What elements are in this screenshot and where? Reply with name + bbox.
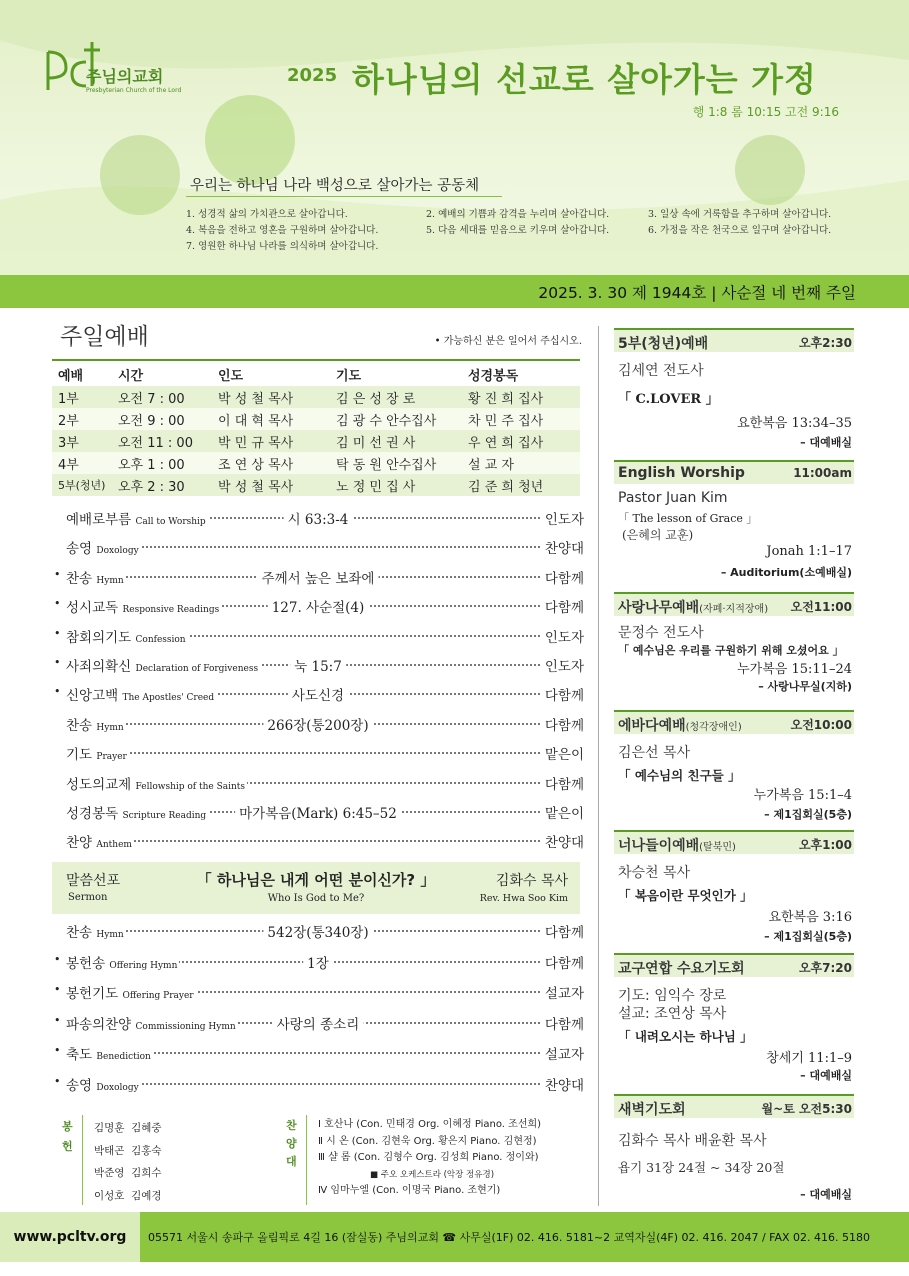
table-cell: 노 정 민 집 사 (336, 479, 416, 495)
wednesday-prayer (614, 953, 854, 1083)
theme-verses: 행 1:8 롬 10:15 고전 9:16 (692, 105, 839, 119)
choir-item: Ⅲ 샬 롬 (Con. 김형수 Org. 김성희 Piano. 정이와) (318, 1152, 539, 1163)
order-name-en: Hymn (96, 575, 124, 586)
date-bar (0, 275, 909, 308)
service-header (614, 953, 854, 977)
table-cell: 김 은 성 장 로 (336, 391, 416, 407)
choir-label-char: 찬 (286, 1119, 297, 1132)
order-name-ko: 성도의교제 (66, 776, 132, 793)
order-content: 1장 (303, 952, 333, 972)
name: 김홍숙 (131, 1144, 162, 1157)
service-leader: Pastor Juan Kim (618, 490, 728, 506)
worship-schedule-table (52, 362, 580, 496)
order-item (52, 537, 584, 559)
order-content: 사도신경 (288, 684, 348, 704)
order-responsible: 다함께 (542, 714, 584, 734)
table-cell: 김 미 선 권 사 (336, 435, 416, 451)
motto-underline (186, 196, 502, 197)
table-cell: 오전 7 : 00 (118, 391, 185, 407)
col-header: 인도 (218, 368, 244, 384)
order-name-ko: 찬송 (66, 925, 93, 941)
name: 이성호 (94, 1189, 125, 1202)
order-content: 마가복음(Mark) 6:45–52 (235, 802, 401, 822)
stand-bullet: • (54, 626, 61, 640)
name: 박준영 (94, 1167, 125, 1179)
order-item (52, 596, 584, 618)
table-row (52, 452, 580, 474)
order-name-ko: 사죄의확신 (66, 659, 132, 675)
order-name (66, 743, 129, 763)
prayer-leader: 기도: 임익수 장로 (618, 988, 727, 1004)
service-leader: 김은선 목사 (618, 745, 691, 761)
order-responsible: 다함께 (542, 921, 584, 941)
order-name (66, 952, 179, 972)
table-row (52, 386, 580, 408)
english-service (614, 460, 854, 590)
service-leader: 김세연 전도사 (618, 363, 704, 379)
order-responsible: 맡은이 (542, 802, 584, 822)
order-name-ko: 축도 (66, 1047, 93, 1063)
vision-item: 2. 예배의 기쁨과 감격을 누리며 살아갑니다. (426, 209, 610, 220)
order-name-ko: 봉헌기도 (66, 986, 119, 1002)
order-name-ko: 성시교독 (66, 600, 119, 617)
order-name-en: Fellowship of the Saints (135, 781, 246, 792)
choir-item: ■ 주오 오케스트라 (악장 정유경) (370, 1169, 495, 1180)
order-name-en: Benediction (96, 1052, 151, 1062)
leader-dots (66, 752, 584, 754)
order-item (52, 952, 584, 974)
order-responsible: 설교자 (542, 1043, 584, 1063)
order-item (52, 508, 584, 530)
stand-bullet: • (54, 952, 61, 966)
service-header (614, 328, 854, 352)
vision-item: 3. 일상 속에 거룩함을 추구하며 살아갑니다. (648, 209, 832, 220)
dawn-reading: 욥기 31장 24절 ~ 34장 20절 (618, 1160, 785, 1175)
table-cell: 설 교 자 (468, 457, 514, 473)
service-sermon-ko: (은혜의 교훈) (622, 528, 694, 542)
order-name (66, 567, 126, 587)
service-ref: Jonah 1:1–17 (766, 544, 852, 559)
order-name-ko: 참회의기도 (66, 629, 132, 646)
standing-note: • 가능하신 분은 일어서 주십시오. (434, 336, 582, 347)
table-cell: 박 민 규 목사 (218, 435, 294, 451)
order-name-en: Offering Prayer (122, 991, 194, 1001)
service-sermon: 「 예수님의 친구들 」 (618, 768, 741, 783)
order-content: 눅 15:7 (290, 655, 346, 675)
order-content: 시 63:3-4 (284, 508, 353, 528)
website-link[interactable]: www.pcltv.org (0, 1212, 140, 1262)
order-responsible: 인도자 (542, 655, 584, 675)
order-item (52, 567, 584, 589)
service-title: English Worship (618, 465, 745, 481)
order-name (66, 1043, 153, 1063)
theme-year: 2025 (287, 65, 338, 86)
stand-bullet: • (54, 597, 61, 611)
service-location: – 대예배실 (800, 436, 852, 449)
service-ref: 창세기 11:1–9 (766, 1051, 852, 1066)
table-cell: 오후 2 : 30 (118, 479, 185, 495)
order-content: 주께서 높은 보좌에 (258, 567, 379, 587)
order-name-ko: 찬양 (66, 835, 93, 852)
name-row (94, 1185, 162, 1208)
service-time: 11:00am (793, 466, 852, 480)
order-name-ko: 송영 (66, 1077, 93, 1094)
order-name-ko: 성경봉독 (66, 806, 119, 822)
table-row (52, 408, 580, 430)
stand-bullet: • (54, 1013, 61, 1027)
vision-item: 4. 복음을 전하고 영혼을 구원하며 살아갑니다. (186, 225, 379, 236)
order-name-en: Scripture Reading (122, 811, 207, 821)
table-cell: 3부 (58, 435, 79, 451)
service-leader: 차승천 목사 (618, 865, 691, 881)
service-title: 교구연합 수요기도회 (618, 961, 745, 977)
table-row (52, 430, 580, 452)
vision-item: 5. 다음 세대를 믿음으로 키우며 살아갑니다. (426, 225, 610, 236)
leader-dots (66, 1083, 584, 1085)
name: 김예경 (131, 1189, 162, 1202)
service-location: – 제1집회실(5층) (764, 808, 852, 821)
order-name-ko: 송영 (66, 541, 93, 558)
vision-list-col3 (648, 207, 831, 239)
order-name-ko: 찬송 (66, 570, 93, 587)
order-name (66, 802, 208, 822)
table-cell: 우 연 희 집사 (468, 435, 544, 451)
ephphatha-service (614, 710, 854, 828)
order-responsible: 찬양대 (542, 537, 584, 557)
order-name (66, 626, 188, 646)
column-divider (598, 326, 599, 1206)
table-cell: 오전 11 : 00 (118, 435, 193, 451)
order-name-ko: 기도 (66, 747, 93, 764)
order-item (52, 743, 584, 765)
order-responsible: 설교자 (542, 982, 584, 1002)
church-address: 05571 서울시 송파구 올림픽로 4길 16 (잠실동) 주님의교회 ☎ 사무실(1F) 02. 416. 5181~2 교역자실(4F) 02. 416. 2047 / FAX 02. 416. 5180 (148, 1231, 871, 1244)
order-name (66, 508, 208, 528)
order-content: 사랑의 종소리 (273, 1013, 364, 1033)
table-cell: 박 성 철 목사 (218, 479, 294, 495)
service-title: 새벽기도회 (618, 1102, 686, 1118)
service-header (614, 710, 854, 734)
dawn-prayer (614, 1094, 854, 1206)
service-header (614, 1094, 854, 1118)
leader-dots (66, 840, 584, 842)
order-item (52, 1013, 584, 1035)
service-time: 오후1:00 (798, 838, 852, 852)
sermon-title: 「 하나님은 내게 어떤 분이신가? 」 (196, 871, 436, 889)
church-motto: 우리는 하나님 나라 백성으로 살아가는 공동체 (190, 178, 480, 194)
title-sub: (자폐·지적장애) (699, 604, 769, 615)
order-name-en: Confession (135, 634, 186, 645)
order-name-en: Doxology (96, 1082, 139, 1093)
table-header (52, 362, 580, 386)
table-cell: 차 민 주 집사 (468, 413, 544, 429)
order-name-en: Prayer (96, 752, 127, 763)
order-name (66, 1013, 238, 1033)
order-item (52, 773, 584, 795)
order-name (66, 655, 260, 675)
order-name (66, 1074, 141, 1094)
name: 김희수 (131, 1167, 162, 1179)
col-header: 시간 (118, 368, 144, 384)
service-header (614, 460, 854, 484)
order-name-ko: 신앙고백 (66, 688, 119, 705)
order-item (52, 831, 584, 853)
title-text: 너나들이예배 (618, 838, 700, 854)
order-name-en: Anthem (96, 840, 132, 851)
service-location: – Auditorium(소예배실) (720, 566, 852, 579)
order-name-ko: 찬송 (66, 717, 93, 734)
service-title (618, 715, 742, 735)
logo-text: 주님의교회 (86, 67, 164, 86)
stand-bullet: • (54, 1074, 61, 1088)
order-name-en: Hymn (96, 722, 124, 733)
offering-names (94, 1117, 162, 1207)
order-responsible: 다함께 (542, 596, 584, 616)
choir-label-char: 양 (286, 1137, 297, 1150)
love-tree-service (614, 592, 854, 704)
table-cell: 김 광 수 안수집사 (336, 413, 437, 429)
order-item (52, 802, 584, 824)
sermon-preacher-en: Rev. Hwa Soo Kim (479, 893, 568, 904)
stand-bullet: • (54, 1044, 61, 1057)
name: 김혜중 (131, 1122, 162, 1134)
youth-service (614, 328, 854, 458)
stand-bullet: • (54, 685, 61, 699)
vision-item: 6. 가정을 작은 천국으로 일구며 살아갑니다. (648, 225, 832, 236)
name-row (94, 1140, 162, 1163)
name-row (94, 1162, 162, 1185)
theme-title: 하나님의 선교로 살아가는 가정 (352, 60, 817, 99)
order-content: 266장(통200장) (263, 714, 372, 734)
table-cell: 5부(청년) (58, 479, 106, 492)
order-name (66, 714, 126, 734)
sermon-title-en: Who Is God to Me? (267, 893, 365, 904)
preacher: 설교: 조연상 목사 (618, 1006, 727, 1022)
service-ref: 요한복음 3:16 (768, 910, 852, 925)
order-name-ko: 봉헌송 (66, 955, 106, 972)
header-banner (0, 0, 909, 275)
table-cell: 1부 (58, 391, 79, 407)
service-location: – 대예배실 (800, 1188, 852, 1201)
order-name (66, 921, 126, 941)
order-content: 542장(통340장) (263, 921, 372, 941)
service-time: 오후2:30 (798, 336, 852, 350)
service-time: 월~토 오전5:30 (761, 1102, 852, 1116)
order-name (66, 773, 247, 793)
order-name-en: The Apostles' Creed (122, 693, 215, 704)
service-location: – 대예배실 (800, 1069, 852, 1082)
order-responsible: 인도자 (542, 508, 584, 528)
logo-subtitle: Presbyterian Church of the Lord (86, 87, 182, 94)
vision-item: 7. 영원한 하나님 나라를 의식하며 살아갑니다. (186, 241, 379, 252)
service-title (618, 597, 768, 617)
table-cell: 조 연 상 목사 (218, 457, 294, 473)
offering-label (62, 1117, 73, 1157)
col-header: 성경봉독 (468, 368, 519, 384)
service-ref: 누가복음 15:1–4 (753, 788, 852, 803)
order-responsible: 찬양대 (542, 1074, 584, 1094)
service-sermon: 「 내려오시는 하나님 」 (618, 1029, 753, 1044)
table-row (52, 474, 580, 496)
order-name-en: Doxology (96, 546, 139, 557)
order-responsible: 다함께 (542, 567, 584, 587)
offering-label-char: 헌 (62, 1140, 73, 1153)
choir-item: Ⅰ 호산나 (Con. 민태경 Org. 이혜정 Piano. 조선희) (318, 1119, 542, 1130)
order-item (52, 1043, 584, 1065)
title-text: 사랑나무예배 (618, 600, 700, 616)
service-ref: 요한복음 13:34–35 (737, 416, 852, 431)
name: 김명훈 (94, 1122, 125, 1134)
service-sermon: 「 예수님은 우리를 구원하기 위해 오셨어요 」 (618, 644, 844, 657)
order-name-en: Declaration of Forgiveness (135, 664, 259, 674)
neona-service (614, 830, 854, 948)
service-header (614, 830, 854, 854)
section-title: 주일예배 (60, 324, 149, 350)
choir-label-char: 대 (286, 1155, 297, 1168)
choir-item: Ⅱ 시 온 (Con. 김현욱 Org. 황은지 Piano. 김현정) (318, 1135, 537, 1147)
choir-label (286, 1117, 297, 1171)
vision-list-col1 (186, 207, 378, 255)
order-name-ko: 파송의찬양 (66, 1016, 132, 1033)
issue-date: 2025. 3. 30 제 1944호 | 사순절 네 번째 주일 (538, 284, 856, 302)
table-cell: 4부 (58, 457, 79, 473)
title-sub: (탈북민) (699, 842, 736, 853)
service-sermon: 「 The lesson of Grace 」 (618, 512, 758, 525)
service-title: 5부(청년)예배 (618, 336, 709, 352)
sermon-label: 말씀선포 (66, 873, 121, 889)
divider (82, 1115, 83, 1205)
vision-item: 1. 성경적 삶의 가치관으로 살아갑니다. (186, 209, 348, 220)
order-name (66, 684, 216, 704)
order-content: 127. 사순절(4) (268, 596, 369, 616)
order-item (52, 684, 584, 706)
service-time: 오전11:00 (790, 600, 852, 614)
stand-bullet: • (54, 983, 61, 996)
order-name-en: Offering Hymn (109, 960, 178, 971)
order-name-en: Call to Worship (135, 517, 206, 527)
name: 박태곤 (94, 1144, 125, 1157)
table-cell: 이 대 혁 목사 (218, 413, 294, 429)
order-responsible: 다함께 (542, 773, 584, 793)
service-sermon: 「 C.LOVER 」 (618, 392, 719, 407)
order-responsible: 찬양대 (542, 831, 584, 851)
order-responsible: 다함께 (542, 1013, 584, 1033)
divider (306, 1115, 307, 1205)
name-row (94, 1117, 162, 1140)
sermon-preacher: 김화수 목사 (495, 873, 568, 889)
order-item (52, 982, 584, 1004)
order-responsible: 다함께 (542, 684, 584, 704)
table-cell: 황 진 희 집사 (468, 391, 544, 407)
dawn-leaders: 김화수 목사 배윤환 목사 (618, 1133, 767, 1149)
choir-list (318, 1117, 541, 1200)
stand-bullet: • (54, 656, 61, 669)
table-cell: 김 준 희 청년 (468, 479, 544, 495)
service-header (614, 592, 854, 616)
order-item (52, 921, 584, 943)
vision-list-col2 (426, 207, 609, 239)
sermon-box (52, 862, 580, 914)
choir-item: Ⅳ 임마누엘 (Con. 이명국 Piano. 조현기) (318, 1185, 501, 1196)
order-name-ko: 예배로부름 (66, 512, 132, 528)
order-name (66, 982, 196, 1002)
order-responsible: 맡은이 (542, 743, 584, 763)
service-location: – 제1집회실(5층) (764, 930, 852, 943)
service-time: 오후7:20 (798, 961, 852, 975)
order-name-en: Hymn (96, 930, 124, 940)
section-underline (52, 359, 580, 361)
order-name (66, 596, 221, 616)
offering-label-char: 봉 (62, 1120, 73, 1133)
col-header: 기도 (336, 368, 362, 384)
table-cell: 2부 (58, 413, 79, 429)
order-name (66, 537, 141, 557)
service-location: – 사랑나무실(지하) (758, 680, 852, 693)
order-item (52, 714, 584, 736)
order-responsible: 인도자 (542, 626, 584, 646)
table-cell: 오후 1 : 00 (118, 457, 185, 473)
order-item (52, 1074, 584, 1096)
table-cell: 박 성 철 목사 (218, 391, 294, 407)
table-cell: 탁 동 원 안수집사 (336, 457, 437, 473)
service-ref: 누가복음 15:11–24 (737, 662, 852, 677)
service-title (618, 835, 736, 855)
col-header: 예배 (58, 368, 84, 384)
title-sub: (청각장애인) (685, 722, 742, 733)
footer (0, 1212, 909, 1262)
sermon-label-en: Sermon (68, 892, 108, 903)
leader-dots (66, 546, 584, 548)
order-name-en: Commissioning Hymn (135, 1021, 236, 1032)
service-sermon: 「 복음이란 무엇인가 」 (618, 888, 753, 903)
table-cell: 오전 9 : 00 (118, 413, 185, 429)
order-name-en: Responsive Readings (122, 605, 220, 616)
order-item (52, 655, 584, 677)
stand-bullet: • (54, 567, 61, 581)
order-item (52, 626, 584, 648)
order-responsible: 다함께 (542, 952, 584, 972)
service-leader: 문정수 전도사 (618, 625, 704, 641)
order-name (66, 831, 134, 851)
title-text: 에바다예배 (618, 718, 686, 734)
service-time: 오전10:00 (790, 718, 852, 732)
